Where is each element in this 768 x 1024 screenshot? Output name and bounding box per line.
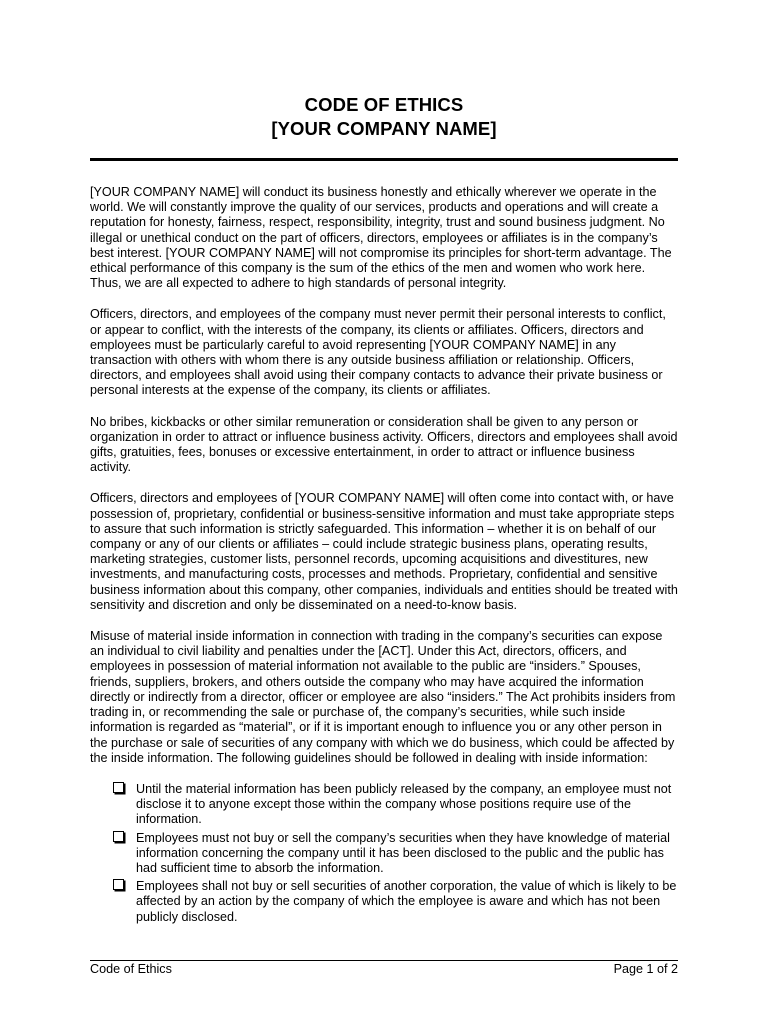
footer-page-number: Page 1 of 2 xyxy=(613,962,678,976)
checkbox-icon xyxy=(113,831,124,842)
title-divider xyxy=(90,158,678,161)
guideline-item-3 xyxy=(112,879,678,925)
guideline-item-1 xyxy=(112,782,678,828)
footer-document-name: Code of Ethics xyxy=(90,962,172,976)
paragraph-2: Officers, directors, and employees of the company must never permit their personal interests to conflict, or appear to conflict, with the interests of the company, its clients or affiliates. Officers, directors and employees must be particularly careful to avoid representing [YOUR COMPANY NAME] in any transaction with others with whom there is any outside business affiliation or relationship. Officers, directors, and employees shall avoid using their company contacts to advance their private business or personal interests at the expense of the company, its clients or affiliates. xyxy=(90,307,666,398)
guideline-list xyxy=(90,782,678,925)
checkbox-icon xyxy=(113,782,124,793)
paragraph-1: [YOUR COMPANY NAME] will conduct its business honestly and ethically wherever we operate in the world. We will constantly improve the quality of our services, products and operations and will create a reputation for honesty, fairness, respect, responsibility, integrity, trust and sound business judgment. No illegal or unethical conduct on the part of officers, directors, employees or affiliates is in the company’s best interest. [YOUR COMPANY NAME] will not compromise its principles for short-term advantage. The ethical performance of this company is the sum of the ethics of the men and women who work here. Thus, we are all expected to adhere to high standards of personal integrity. xyxy=(90,185,672,291)
title-line-2: [YOUR COMPANY NAME] xyxy=(271,118,497,139)
footer-divider xyxy=(90,960,678,961)
checkbox-icon xyxy=(113,879,124,890)
guideline-text-3: Employees shall not buy or sell securities of another corporation, the value of which is likely to be affected by an action by the company of which the employee is aware and which has not been publicly disclosed. xyxy=(136,879,677,924)
document-body xyxy=(90,185,678,928)
paragraph-4: Officers, directors and employees of [YOUR COMPANY NAME] will often come into contact with, or have possession of, proprietary, confidential or business-sensitive information and must take appropriate steps to assure that such information is strictly safeguarded. This information – whether it is on behalf of our company or any of our clients or affiliates – could include strategic business plans, operating results, marketing strategies, customer lists, personnel records, upcoming acquisitions and divestitures, new investments, and manufacturing costs, processes and methods. Proprietary, confidential and sensitive business information about this company, other companies, individuals and entities should be treated with sensitivity and discretion and only be disseminated on a need-to-know basis. xyxy=(90,491,678,612)
guideline-text-2: Employees must not buy or sell the company’s securities when they have knowledge of material information concerning the company until it has been disclosed to the public and the public has had sufficient time to absorb the information. xyxy=(136,830,670,875)
paragraph-3: No bribes, kickbacks or other similar remuneration or consideration shall be given to any person or organization in order to attract or influence business activity. Officers, directors and employees shall avoid gifts, gratuities, fees, bonuses or excessive entertainment, in order to attract or influence business activity. xyxy=(90,414,678,475)
guideline-item-2 xyxy=(112,831,678,877)
guideline-text-1: Until the material information has been publicly released by the company, an employee must not disclose it to anyone except those within the company whose positions require use of the information. xyxy=(136,781,672,827)
title-line-1: CODE OF ETHICS xyxy=(304,94,464,115)
paragraph-5: Misuse of material inside information in connection with trading in the company’s securities can expose an individual to civil liability and penalties under the [ACT]. Under this Act, directors, officers, and employees in possession of material information not available to the public are “insiders.” Spouses, friends, suppliers, brokers, and others outside the company who may have acquired the information directly or indirectly from a director, officer or employee are also “insiders.” The Act prohibits insiders from trading in, or recommending the sale or purchase of, the company’s securities, while such inside information is regarded as “material”, or if it is important enough to influence you or any other person in the purchase or sale of securities of any company with which we do business, which could be affected by the inside information. The following guidelines should be followed in dealing with inside information: xyxy=(90,629,676,765)
document-title xyxy=(0,93,768,141)
